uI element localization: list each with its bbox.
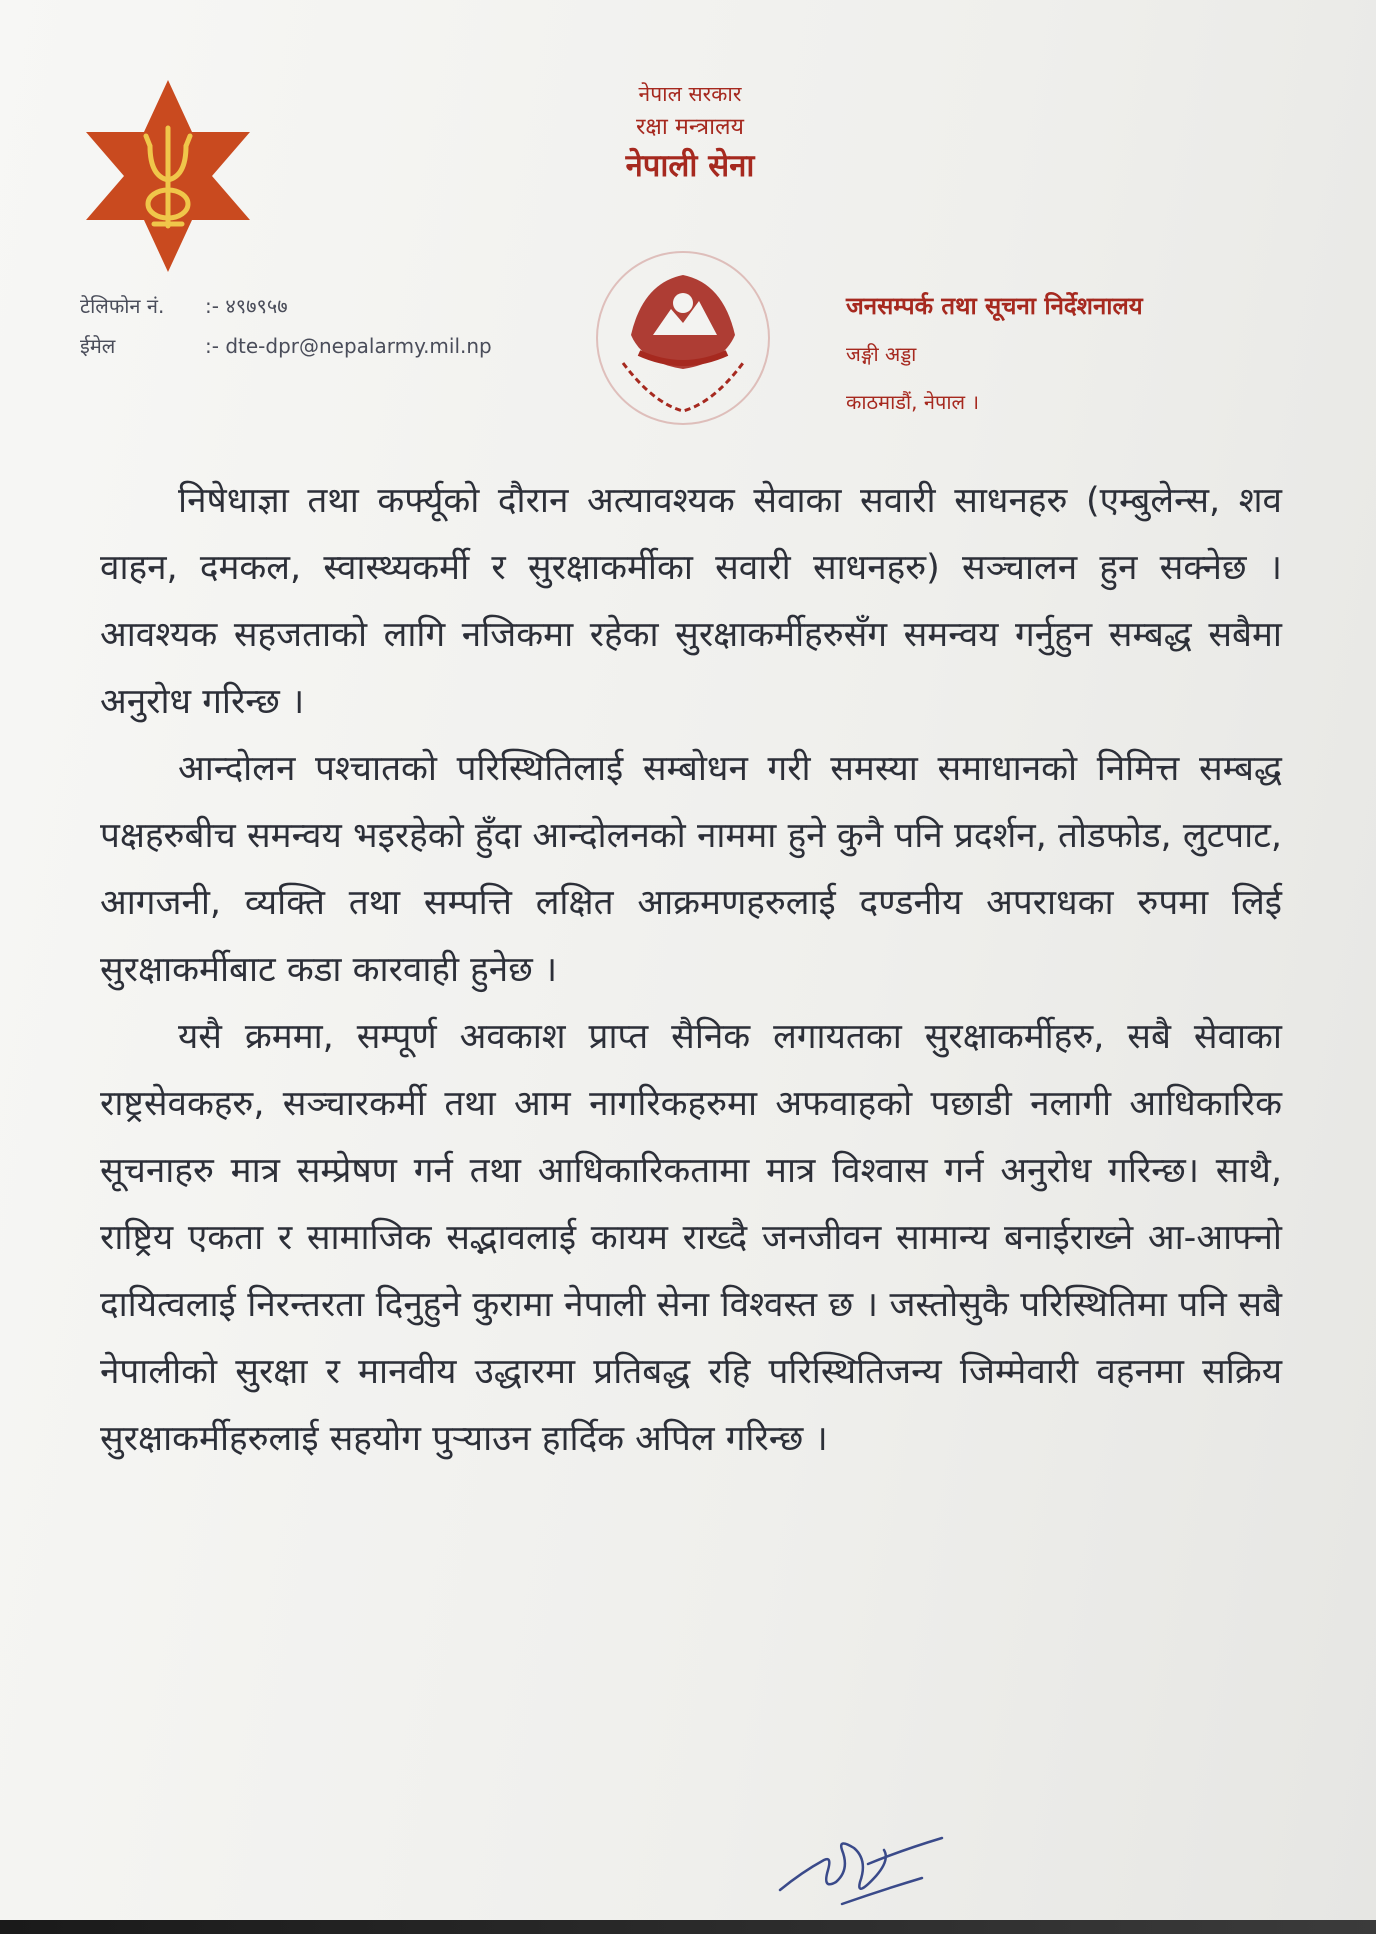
paragraph-1: निषेधाज्ञा तथा कर्फ्यूको दौरान अत्यावश्यक सेवाका सवारी साधनहरु (एम्बुलेन्स, शव वाहन, दमकल, स्वास्थ्यकर्मी र सुरक्षाकर्मीका सवारी साधनहरु) सञ्चालन हुन सक्नेछ । आवश्यक सहजताको लागि नजिकमा रहेका सुरक्षाकर्मीहरुसँग समन्वय गर्नुहुन सम्बद्ध सबैमा अनुरोध गरिन्छ । bbox=[100, 481, 1282, 722]
email-row bbox=[80, 326, 492, 366]
email-label: ईमेल bbox=[80, 334, 116, 358]
phone-label: टेलिफोन नं. bbox=[80, 294, 165, 318]
email-value: :- dte-dpr@nepalarmy.mil.np bbox=[205, 334, 492, 358]
scan-bottom-edge bbox=[0, 1920, 1376, 1934]
office-location: काठमाडौं, नेपाल । bbox=[846, 390, 980, 414]
ministry-label: रक्षा मन्त्रालय bbox=[636, 114, 744, 140]
contact-block bbox=[80, 286, 492, 366]
office-name: जनसम्पर्क तथा सूचना निर्देशनालय bbox=[846, 292, 1143, 320]
notice-body bbox=[100, 468, 1282, 1473]
government-label: नेपाल सरकार bbox=[638, 82, 742, 106]
paragraph-2: आन्दोलन पश्चातको परिस्थितिलाई सम्बोधन गरी समस्या समाधानको निमित्त सम्बद्ध पक्षहरुबीच समन्वय भइरहेको हुँदा आन्दोलनको नाममा हुने कुनै पनि प्रदर्शन, तोडफोड, लुटपाट, आगजनी, व्यक्ति तथा सम्पत्ति लक्षित आक्रमणहरुलाई दण्डनीय अपराधका रुपमा लिई सुरक्षाकर्मीबाट कडा कारवाही हुनेछ । bbox=[100, 749, 1282, 990]
directorate-seal-icon bbox=[583, 243, 783, 433]
phone-row bbox=[80, 286, 492, 326]
letterhead-title bbox=[560, 78, 820, 188]
office-unit: जङ्गी अड्डा bbox=[846, 342, 917, 366]
paragraph-3: यसै क्रममा, सम्पूर्ण अवकाश प्राप्त सैनिक लगायतका सुरक्षाकर्मीहरु, सबै सेवाका राष्ट्रसेवकहरु, सञ्चारकर्मी तथा आम नागरिकहरुमा अफवाहको पछाडी नलागी आधिकारिक सूचनाहरु मात्र सम्प्रेषण गर्न तथा आधिकारिकतामा मात्र विश्वास गर्न अनुरोध गरिन्छ। साथै, राष्ट्रिय एकता र सामाजिक सद्भावलाई कायम राख्दै जनजीवन सामान्य बनाईराख्ने आ-आफ्नो दायित्वलाई निरन्तरता दिनुहुने कुरामा नेपाली सेना विश्वस्त छ । जस्तोसुकै परिस्थितिमा पनि सबै नेपालीको सुरक्षा र मानवीय उद्धारमा प्रतिबद्ध रहि परिस्थितिजन्य जिम्मेवारी वहनमा सक्रिय सुरक्षाकर्मीहरुलाई सहयोग पुर्‍याउन हार्दिक अपिल गरिन्छ । bbox=[100, 1017, 1282, 1459]
signature-icon bbox=[772, 1820, 972, 1920]
nepal-army-emblem-icon bbox=[80, 76, 256, 276]
organization-name: नेपाली सेना bbox=[625, 148, 755, 184]
office-address bbox=[846, 282, 1143, 426]
phone-value: :- ४९७९५७ bbox=[205, 294, 288, 318]
